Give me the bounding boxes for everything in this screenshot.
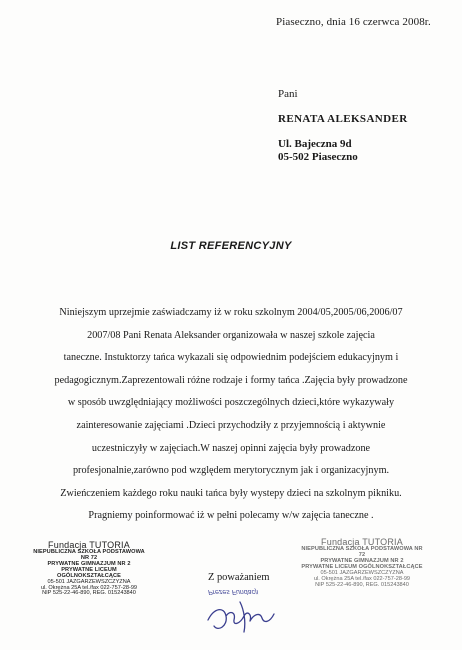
- body-line: Zwieńczeniem każdego roku nauki tańca były wystepy dzieci na szkolnym pikniku.: [60, 487, 402, 499]
- stamp-line: NIEPUBLICZNA SZKOŁA PODSTAWOWA NR 72: [33, 549, 145, 562]
- addressee-name: RENATA ALEKSANDER: [278, 112, 408, 125]
- stamp-line: ul. Okrężna 25A tel./fax 022-757-28-99: [313, 575, 411, 582]
- stamp-title: Fundacja TUTORIA: [321, 537, 403, 547]
- stamp-line: PRYWATNE GIMNAZJUM NR 2: [320, 558, 404, 565]
- school-stamp-left: [33, 541, 145, 597]
- stamp-line: NIP 525-22-46-890, REG. 015243840: [42, 590, 136, 597]
- addressee-salutation: Pani: [278, 88, 298, 100]
- stamp-line: ul. Okrężna 25A tel./fax 022-757-28-99: [40, 584, 138, 591]
- body-line: w sposób uwzględniający możliwości poszczególnych dzieci,które wykazywały: [67, 397, 395, 409]
- date-line: Piaseczno, dnia 16 czerwca 2008r.: [276, 16, 431, 28]
- stamp-line: 05-501 JAZGARZEWSZCZYZNA: [320, 569, 404, 576]
- body-line: Niniejszym uprzejmie zaświadczamy iż w roku szkolnym 2004/05,2005/06,2006/07: [59, 307, 403, 318]
- addressee-street: Ul. Bajeczna 9d: [278, 137, 352, 150]
- body-line: pedagogicznym.Zaprezentowali różne rodzaje i formy tańca .Zajęcia były prowadzone: [54, 374, 408, 386]
- body-line: profesjonalnie,zarówno pod względem merytorycznym jak i organizacyjnym.: [72, 465, 390, 477]
- body-line: zainteresowanie zajęciami .Dzieci przychodziły z przyjemnością i aktywnie: [76, 419, 386, 431]
- addressee-city: 05-502 Piaseczno: [278, 151, 358, 164]
- letter-title: LIST REFERENCYJNY: [170, 240, 292, 252]
- stamp-line: PRYWATNE LICEUM OGÓLNOKSZTAŁCĄCE: [57, 567, 121, 579]
- body-line: Pragniemy poinformować iż w pełni polecamy w/w zajęcia taneczne .: [88, 510, 374, 522]
- stamp-line: PRYWATNE LICEUM OGÓLNOKSZTAŁCĄCE: [301, 564, 423, 571]
- signature-scribble: [200, 588, 290, 638]
- stamp-line: PRYWATNE GIMNAZJUM NR 2: [47, 561, 131, 568]
- stamp-line: NIEPUBLICZNA SZKOŁA PODSTAWOWA NR 72: [301, 546, 423, 559]
- signature-caption: Prezes Fundacji: [208, 588, 259, 595]
- body-line: taneczne. Instuktorzy tańca wykazali się odpowiednim podejściem edukacyjnym i: [63, 352, 399, 364]
- stamp-line: NIP 525-22-46-890, REG. 015243840: [315, 581, 409, 588]
- stamp-title: Fundacja TUTORIA: [48, 540, 130, 550]
- body-line: 2007/08 Pani Renata Aleksander organizowała w naszej szkole zajęcia: [87, 329, 375, 341]
- school-stamp-right: [298, 538, 426, 588]
- stamp-line: 05-501 JAZGARZEWSZCZYZNA: [47, 578, 131, 585]
- addressee-block: [278, 88, 408, 165]
- letter-body: [26, 302, 436, 528]
- body-line: uczestniczyły w zajęciach.W naszej opinni zajęcia były prowadzone: [91, 442, 371, 454]
- closing-line: Z poważaniem: [208, 572, 270, 583]
- handwritten-signature: [200, 588, 290, 638]
